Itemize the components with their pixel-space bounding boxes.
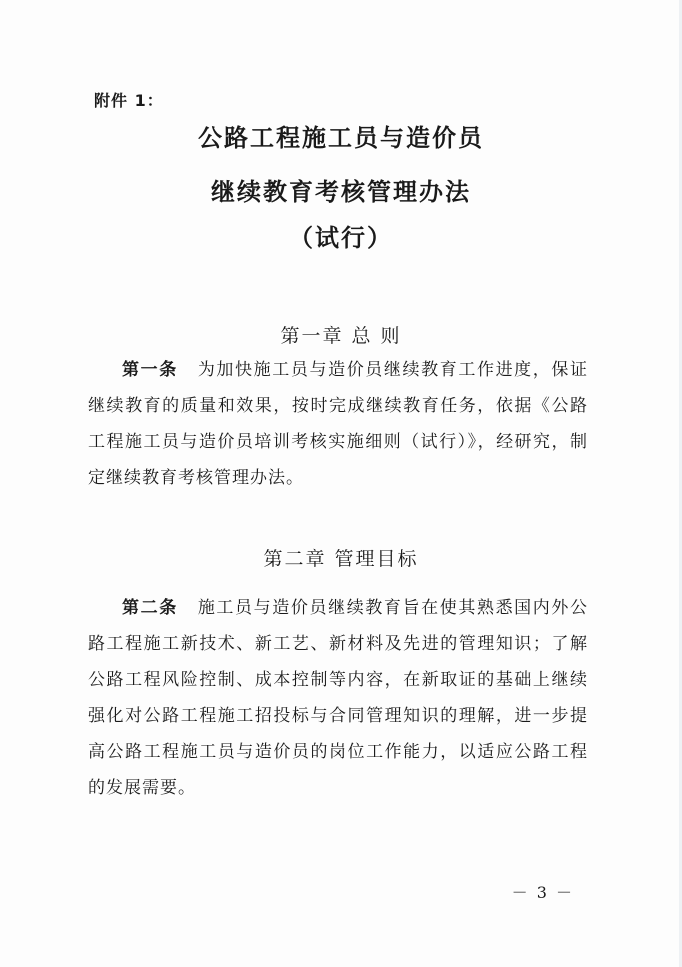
document-title-line1: 公路工程施工员与造价员 [198, 124, 484, 152]
article2-paragraph [88, 590, 588, 806]
article1-label: 第一条 [122, 360, 178, 380]
chapter2-heading: 第二章 管理目标 [263, 548, 419, 570]
chapter1-heading: 第一章 总 则 [280, 325, 402, 347]
article2-label: 第二条 [122, 598, 178, 618]
article1-paragraph [88, 352, 588, 496]
document-title-line2: 继续教育考核管理办法 [211, 178, 471, 206]
article1-text: 为加快施工员与造价员继续教育工作进度，保证继续教育的质量和效果，按时完成继续教育任务，依据《公路工程施工员与造价员培训考核实施细则（试行）》，经研究，制定继续教育考核管理办法。 [88, 360, 589, 488]
attachment-label: 附件 1： [94, 91, 164, 110]
page-number: － 3 － [511, 883, 574, 902]
document-title-line3: （试行） [289, 224, 393, 252]
article2-text: 施工员与造价员继续教育旨在使其熟悉国内外公路工程施工新技术、新工艺、新材料及先进的管理知识；了解公路工程风险控制、成本控制等内容，在新取证的基础上继续强化对公路工程施工招投标与合同管理知识的理解，进一步提高公路工程施工员与造价员的岗位工作能力，以适应公路工程的发展需要。 [88, 598, 589, 798]
